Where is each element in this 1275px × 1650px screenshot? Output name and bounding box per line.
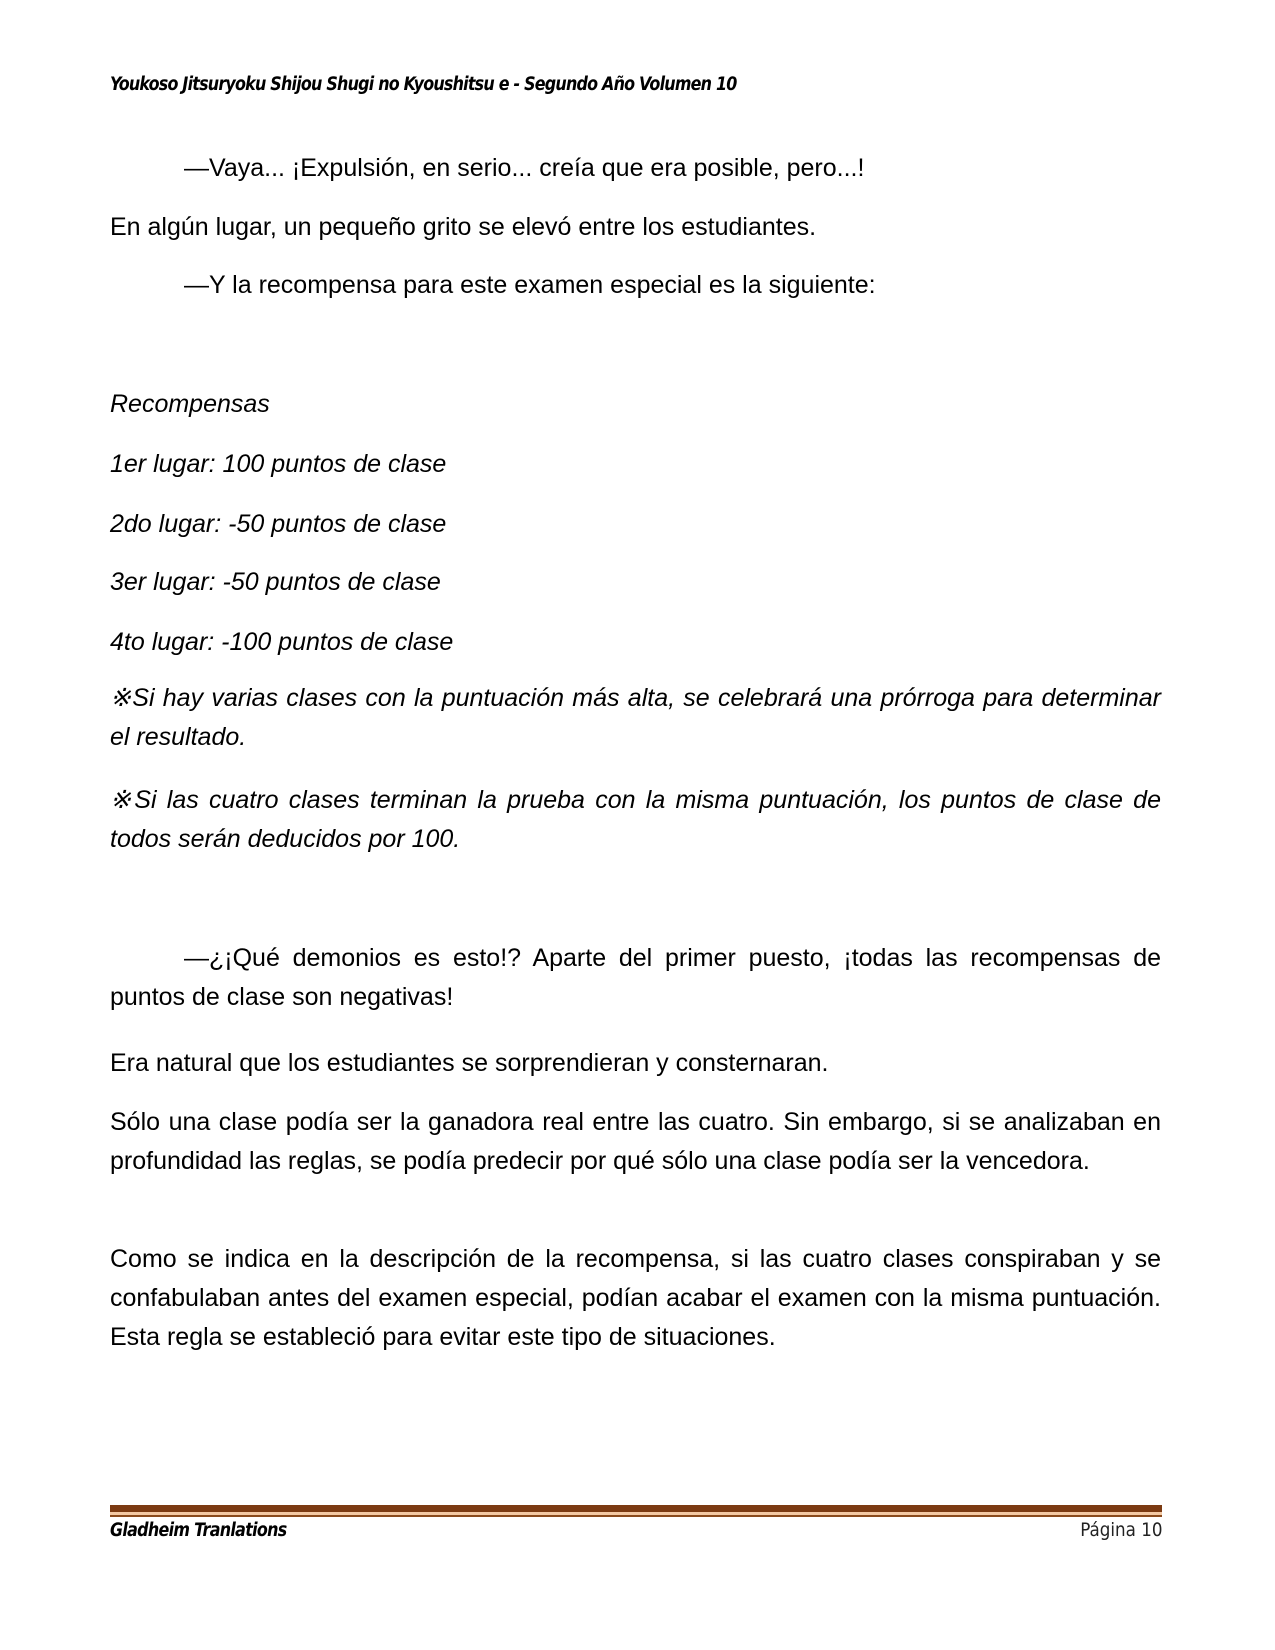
dialogue-paragraph: —Y la recompensa para este examen especial es la siguiente: xyxy=(184,271,876,299)
rewards-title: Recompensas xyxy=(110,390,270,418)
reward-item: 3er lugar: -50 puntos de clase xyxy=(110,568,441,596)
narration-paragraph: Era natural que los estudiantes se sorprendieran y consternaran. xyxy=(110,1049,829,1077)
reward-item: 1er lugar: 100 puntos de clase xyxy=(110,450,447,478)
footer-rule xyxy=(110,1505,1162,1512)
page-number: Página 10 xyxy=(1079,1519,1162,1541)
running-header-title: Youkoso Jitsuryoku Shijou Shugi no Kyoushitsu e - Segundo Año Volumen 10 xyxy=(110,74,737,95)
dialogue-paragraph: —¿¡Qué demonios es esto!? Aparte del primer puesto, ¡todas las recompensas de puntos de clase son negativas! xyxy=(110,944,1161,1011)
narration-paragraph: Sólo una clase podía ser la ganadora real entre las cuatro. Sin embargo, si se analizaban en profundidad las reglas, se podía predecir por qué sólo una clase podía ser la vencedora. xyxy=(110,1108,1161,1175)
dialogue-paragraph: —Vaya... ¡Expulsión, en serio... creía que era posible, pero...! xyxy=(184,154,865,182)
reward-note: ※Si las cuatro clases terminan la prueba con la misma puntuación, los puntos de clase de todos serán deducidos por 100. xyxy=(110,786,1161,853)
reward-item: 4to lugar: -100 puntos de clase xyxy=(110,628,454,656)
reward-note: ※Si hay varias clases con la puntuación más alta, se celebrará una prórroga para determinar el resultado. xyxy=(110,684,1161,751)
narration-paragraph: Como se indica en la descripción de la recompensa, si las cuatro clases conspiraban y se confabulaban antes del examen especial, podían acabar el examen con la misma puntuación. Esta regla se estableció para evitar este tipo de situaciones. xyxy=(110,1245,1161,1351)
footer-rule-thin xyxy=(110,1515,1162,1517)
reward-item: 2do lugar: -50 puntos de clase xyxy=(110,510,447,538)
narration-paragraph: En algún lugar, un pequeño grito se elevó entre los estudiantes. xyxy=(110,213,817,241)
footer-translator: Gladheim Tranlations xyxy=(110,1520,287,1541)
